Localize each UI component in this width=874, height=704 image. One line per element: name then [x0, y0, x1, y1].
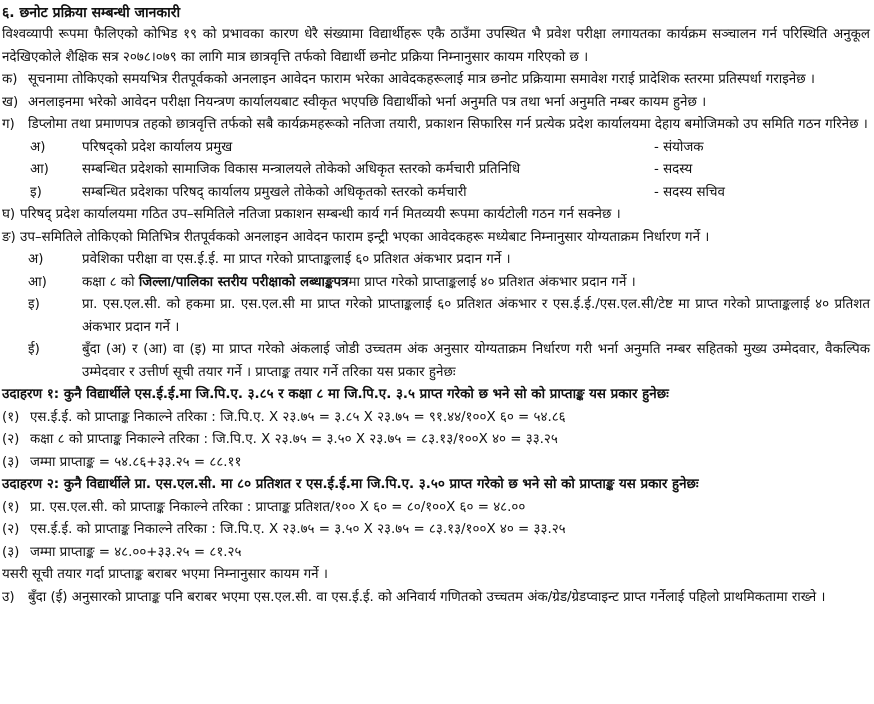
list-item: [2, 587, 870, 610]
example-line: [2, 429, 870, 452]
example-text: प्रा. एस.एल.सी. को प्राप्ताङ्क निकाल्ने तरिका : प्राप्ताङ्क प्रतिशत/१०० X ६० = ८०/१००X ६० = ४८.००: [30, 499, 526, 515]
criteria-text: प्रवेशिका परीक्षा वा एस.ई.ई. मा प्राप्त गरेको प्राप्ताङ्कलाई ६० प्रतिशत अंकभार प्रदान गर्ने ।: [82, 252, 511, 267]
example-text: एस.ई.ई. को प्राप्ताङ्क निकाल्ने तरिका : जि.पि.ए. X २३.७५ = ३.५० X २३.७५ = ८३.१३/१००X ४० = ३३.२५: [30, 522, 566, 537]
item-text: डिप्लोमा तथा प्रमाणपत्र तहको छात्रवृत्ति तर्फको सबै कार्यक्रमहरूको नतिजा तयारी, प्रकाशन सिफारिस गर्न प्रत्येक प्रदेश कार्यालयमा देहाय बमोजिमको उप समिति गठन गरिनेछ ।: [28, 117, 868, 132]
committee-role: - सदस्य सचिव: [654, 184, 725, 200]
tie-rule-text: यसरी सूची तयार गर्दा प्राप्ताङ्क बराबर भएमा निम्नानुसार कायम गर्ने ।: [2, 567, 328, 582]
committee-row: [2, 159, 870, 182]
committee-member: परिषद्को प्रदेश कार्यालय प्रमुख: [82, 139, 233, 155]
committee-marker: आ): [30, 162, 49, 177]
list-item: [2, 92, 870, 115]
criteria-item: [2, 339, 870, 384]
criteria-item: [2, 249, 870, 272]
criteria-item: [2, 272, 870, 295]
criteria-text: प्रा. एस.एल.सी. को हकमा प्रा. एस.एल.सी मा प्राप्त गरेको प्राप्ताङ्कलाई ६० प्रतिशत अंकभार र एस.ई.ई./एस.एल.सी/टेष्ट मा प्राप्त गरेको प्राप्ताङ्कलाई ४० प्रतिशत अंकभार प्रदान गर्ने ।: [82, 297, 870, 335]
item-text: अनलाइनमा भरेको आवेदन परीक्षा नियन्त्रण कार्यालयबाट स्वीकृत भएपछि विद्यार्थीको भर्ना अनुमति पत्र तथा भर्ना अनुमति नम्बर कायम हुनेछ ।: [28, 94, 707, 110]
committee-marker: अ): [30, 139, 46, 155]
example-text: कक्षा ८ को प्राप्ताङ्क निकाल्ने तरिका : जि.पि.ए. X २३.७५ = ३.५० X २३.७५ = ८३.१३/१००X ४० = ३३.२५: [30, 432, 558, 447]
example-line: [2, 519, 870, 542]
item-marker: ग): [2, 117, 15, 132]
committee-role: - सदस्य: [654, 162, 693, 177]
item-text: परिषद् प्रदेश कार्यालयमा गठित उप–समितिले नतिजा प्रकाशन सम्बन्धी कार्य गर्न मितव्ययी रूपमा कार्यटोली गठन गर्न सक्नेछ ।: [20, 207, 621, 222]
example-line: [2, 542, 870, 565]
item-marker: उ): [2, 589, 15, 605]
item-marker: क): [2, 72, 18, 87]
criteria-text: बुँदा (अ) र (आ) वा (इ) मा प्राप्त गरेको अंकलाई जोडी उच्चतम अंक अनुसार योग्यताक्रम निर्धारण गरी भर्ना अनुमति नम्बर सहितको मुख्य उम्मेदवार, वैकल्पिक उम्मेदवार र उत्तीर्ण सूची तयार गर्ने । प्राप्ताङ्क तयार गर्ने तरिका यस प्रकार हुनेछः: [82, 342, 870, 380]
committee-member: सम्बन्धित प्रदेशका परिषद् कार्यालय प्रमुखले तोकेको अधिकृतको स्तरको कर्मचारी: [82, 184, 467, 200]
criteria-marker: अ): [28, 252, 44, 267]
criteria-bold-text: जिल्ला/पालिका स्तरीय परीक्षाको लब्धाङ्कपत्र: [138, 274, 349, 290]
item-marker: घ): [2, 207, 16, 222]
committee-row: [2, 137, 870, 160]
section-intro: विश्वव्यापी रूपमा फैलिएको कोभिड १९ को प्रभावका कारण धेरै संख्यामा विद्यार्थीहरू एकै ठाउँमा उपस्थित भै प्रवेश परीक्षा लगायतका कार्यक्रम सञ्चालन गर्न परिस्थिति अनुकूल नदेखिएकोले शैक्षिक सत्र २०७८।०७९ का लागि मात्र छात्रवृत्ति तर्फको विद्यार्थी छनोट प्रक्रिया निम्नानुसार कायम गरिएको छ ।: [2, 27, 870, 65]
criteria-marker: इ): [28, 297, 40, 312]
item-text: बुँदा (ई) अनुसारको प्राप्ताङ्क पनि बराबर भएमा एस.एल.सी. वा एस.ई.ई. को अनिवार्य गणितको उच्चतम अंक/ग्रेड/ग्रेडप्वाइन्ट प्राप्त गर्नेलाई पहिलो प्राथमिकतामा राख्ने ।: [28, 589, 826, 605]
example-2-heading: उदाहरण २: कुनै विद्यार्थीले प्रा. एस.एल.सी. मा ८० प्रतिशत र एस.ई.ई.मा जि.पि.ए. ३.५० प्राप्त गरेको छ भने सो को प्राप्ताङ्क यस प्रकार हुनेछः: [2, 477, 699, 492]
committee-role: - संयोजक: [654, 139, 704, 155]
example-marker: (३): [2, 454, 20, 470]
example-1-heading: उदाहरण १: कुनै विद्यार्थीले एस.ई.ई.मा जि.पि.ए. ३.८५ र कक्षा ८ मा जि.पि.ए. ३.५ प्राप्त गरेको छ भने सो को प्राप्ताङ्क यस प्रकार हुनेछः: [2, 387, 669, 402]
example-text: जम्मा प्राप्ताङ्क = ४८.००+३३.२५ = ८१.२५: [30, 544, 242, 560]
example-marker: (३): [2, 544, 20, 560]
item-marker: ख): [2, 94, 19, 110]
example-marker: (२): [2, 432, 20, 447]
example-text: जम्मा प्राप्ताङ्क = ५४.८६+३३.२५ = ८८.११: [30, 454, 242, 470]
example-line: [2, 497, 870, 520]
example-marker: (१): [2, 499, 20, 515]
committee-member: सम्बन्धित प्रदेशको सामाजिक विकास मन्त्रालयले तोकेको अधिकृत स्तरको कर्मचारी प्रतिनिधि: [82, 162, 521, 177]
criteria-marker: आ): [28, 274, 47, 290]
example-marker: (२): [2, 522, 20, 537]
item-marker: ङ): [2, 229, 16, 245]
list-item: [2, 227, 870, 250]
item-text: उप–समितिले तोकिएको मितिभित्र रीतपूर्वकको अनलाइन आवेदन फाराम इन्ट्री भएका आवेदकहरू मध्येबाट निम्नानुसार योग्यताक्रम निर्धारण गर्ने ।: [20, 229, 710, 245]
criteria-marker: ई): [28, 342, 40, 357]
criteria-item: [2, 294, 870, 339]
example-marker: (१): [2, 409, 20, 425]
committee-row: [2, 182, 870, 205]
list-item: [2, 69, 870, 92]
example-line: [2, 407, 870, 430]
committee-marker: इ): [30, 184, 42, 200]
example-text: एस.ई.ई. को प्राप्ताङ्क निकाल्ने तरिका : जि.पि.ए. X २३.७५ = ३.८५ X २३.७५ = ९१.४४/१००X ६० = ५४.८६: [30, 409, 566, 425]
section-title: ६. छनोट प्रक्रिया सम्बन्धी जानकारी: [2, 5, 181, 21]
item-text: सूचनामा तोकिएको समयभित्र रीतपूर्वकको अनलाइन आवेदन फाराम भरेका आवेदकहरूलाई मात्र छनोट प्रक्रियामा समावेश गराई प्रादेशिक स्तरमा प्रतिस्पर्धा गराइनेछ ।: [28, 72, 815, 87]
criteria-text: कक्षा ८ को जिल्ला/पालिका स्तरीय परीक्षाको लब्धाङ्कपत्रमा प्राप्त गरेको प्राप्ताङ्कलाई ४० प्रतिशत अंकभार प्रदान गर्ने ।: [82, 274, 636, 290]
list-item: [2, 204, 870, 227]
list-item: [2, 114, 870, 137]
example-line: [2, 452, 870, 475]
